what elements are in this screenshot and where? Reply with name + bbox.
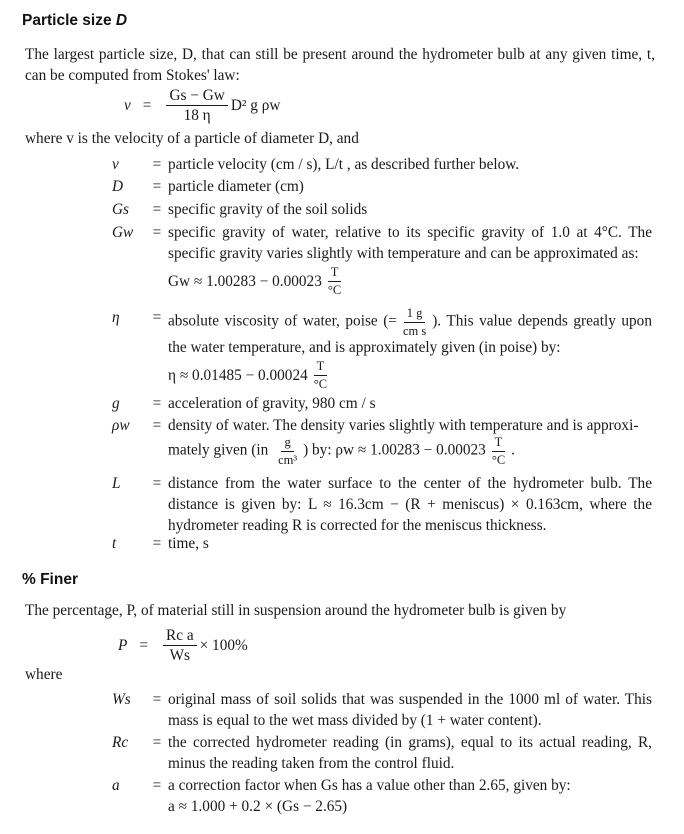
definition-symbol: t (112, 535, 117, 552)
unit-denominator: cm s (402, 323, 427, 338)
definition-symbol: Rc (112, 734, 129, 751)
formula-equals: = (142, 96, 152, 114)
definition-math (168, 360, 652, 390)
unit-fraction (275, 436, 300, 466)
math-numerator: T (492, 436, 506, 452)
math-numerator: T (314, 360, 328, 376)
definition-row (112, 222, 652, 296)
definition-equals: = (152, 691, 162, 708)
math-lhs: η ≈ 0.01485 − 0.00024 (168, 366, 308, 384)
definition-row (112, 415, 652, 466)
definition-text-part: density of water. The density varies slightly with temperature and is approxi- (168, 417, 639, 434)
definition-row (112, 176, 652, 197)
fraction-numerator: Gs − Gw (166, 88, 227, 106)
math-fraction (311, 360, 330, 390)
definition-symbol: g (112, 395, 120, 412)
definition-equals: = (152, 395, 162, 412)
definition-text-main: specific gravity of water, relative to its specific gravity of 1.0 at 4°C. The specific gravity varies slightly with temperature and can be approximated as: (168, 224, 652, 262)
formula-lhs: P (118, 636, 128, 654)
math-fraction (489, 436, 508, 466)
unit-fraction (400, 307, 429, 337)
definition-equals: = (152, 309, 162, 326)
definition-text (168, 775, 652, 817)
definition-text-main: a correction factor when Gs has a value other than 2.65, given by: (168, 777, 571, 794)
definition-text-part: ). This value depends greatly upon the water temperature, and is approximately given (in poise) by: (168, 312, 652, 356)
definition-text: acceleration of gravity, 980 cm / s (168, 395, 376, 412)
definition-text (168, 415, 652, 466)
formula-lhs: v (124, 96, 131, 114)
definition-row (112, 199, 652, 220)
unit-denominator: cm³ (278, 452, 298, 467)
definition-symbol: Gs (112, 201, 129, 218)
definition-symbol: Ws (112, 691, 131, 708)
section-heading-particle-size (22, 12, 127, 30)
definition-equals: = (152, 201, 162, 218)
math-denominator: °C (327, 282, 342, 297)
definition-text-part: absolute viscosity of water, poise (= (168, 312, 397, 330)
unit-numerator: 1 g (404, 307, 426, 323)
definition-equals: = (152, 224, 162, 241)
where-label: where (25, 666, 63, 683)
math-fraction (325, 266, 344, 296)
intro-paragraph: The largest particle size, D, that can still be present around the hydrometer bulb at any given time, t, can be computed from Stokes' law: (25, 46, 655, 84)
math-denominator: °C (491, 452, 506, 467)
definition-text (168, 222, 652, 296)
definition-text: distance from the water surface to the center of the hydrometer bulb. The distance is given by: L ≈ 16.3cm − (R + meniscus) × 0.163cm, where the hydrometer reading R is corrected for the meniscus thickness. (168, 475, 652, 534)
definition-row (112, 473, 652, 536)
section-heading-percent-finer: % Finer (22, 571, 78, 588)
math-numerator: T (328, 266, 342, 282)
stokes-law-formula (124, 88, 280, 124)
definition-text-part: mately given (in (168, 441, 273, 459)
fraction-denominator: 18 η (183, 107, 211, 125)
definition-text (168, 307, 652, 390)
math-denominator: °C (313, 376, 328, 391)
definition-symbol: L (112, 475, 121, 492)
definition-symbol: a (112, 777, 120, 794)
definition-text: the corrected hydrometer reading (in grams), equal to its actual reading, R, minus the reading taken from the control fluid. (168, 734, 652, 772)
math-lhs: Gw ≈ 1.00283 − 0.00023 (168, 272, 322, 290)
fraction-denominator: Ws (169, 647, 190, 665)
definition-text: specific gravity of the soil solids (168, 201, 368, 218)
definition-symbol: v (112, 156, 119, 173)
unit-numerator: g (281, 436, 293, 452)
definition-row (112, 154, 652, 175)
definition-text-part: ) by: ρw ≈ 1.00283 − 0.00023 (303, 441, 486, 459)
definition-row (112, 689, 652, 731)
definition-equals: = (152, 777, 162, 794)
percent-finer-paragraph: The percentage, P, of material still in suspension around the hydrometer bulb is given by (25, 602, 567, 619)
definition-text: particle diameter (cm) (168, 178, 304, 195)
definition-math (168, 266, 652, 296)
formula-equals: = (139, 636, 148, 654)
definition-text: particle velocity (cm / s), L/t , as described further below. (168, 156, 520, 173)
definition-symbol: D (112, 178, 124, 195)
definition-symbol: ρw (112, 417, 130, 434)
definition-equals: = (152, 734, 162, 751)
definition-symbol: Gw (112, 224, 134, 241)
definition-math: a ≈ 1.000 + 0.2 × (Gs − 2.65) (168, 798, 348, 815)
definition-row (112, 775, 652, 817)
definition-equals: = (152, 178, 162, 195)
definition-text-part: . (511, 441, 515, 459)
percent-finer-formula (118, 628, 248, 664)
definition-equals: = (152, 156, 162, 173)
formula-fraction (166, 88, 227, 124)
heading-variable: D (115, 12, 128, 29)
definition-row (112, 307, 652, 390)
definition-equals: = (152, 417, 162, 434)
definition-row (112, 393, 652, 414)
formula-fraction (163, 628, 197, 664)
definition-row (112, 732, 652, 774)
definition-symbol: η (112, 309, 120, 326)
heading-text: Particle size (22, 12, 116, 29)
definition-equals: = (152, 475, 162, 492)
formula-rest: D² g ρw (230, 96, 281, 114)
fraction-numerator: Rc a (163, 628, 197, 646)
definition-text: original mass of soil solids that was suspended in the 1000 ml of water. This mass is equal to the wet mass divided by (1 + water content). (168, 691, 652, 729)
definition-row (112, 533, 652, 554)
formula-rest: × 100% (199, 636, 248, 654)
definition-text: time, s (168, 535, 209, 552)
where-paragraph: where v is the velocity of a particle of diameter D, and (25, 130, 359, 147)
definition-equals: = (152, 535, 162, 552)
